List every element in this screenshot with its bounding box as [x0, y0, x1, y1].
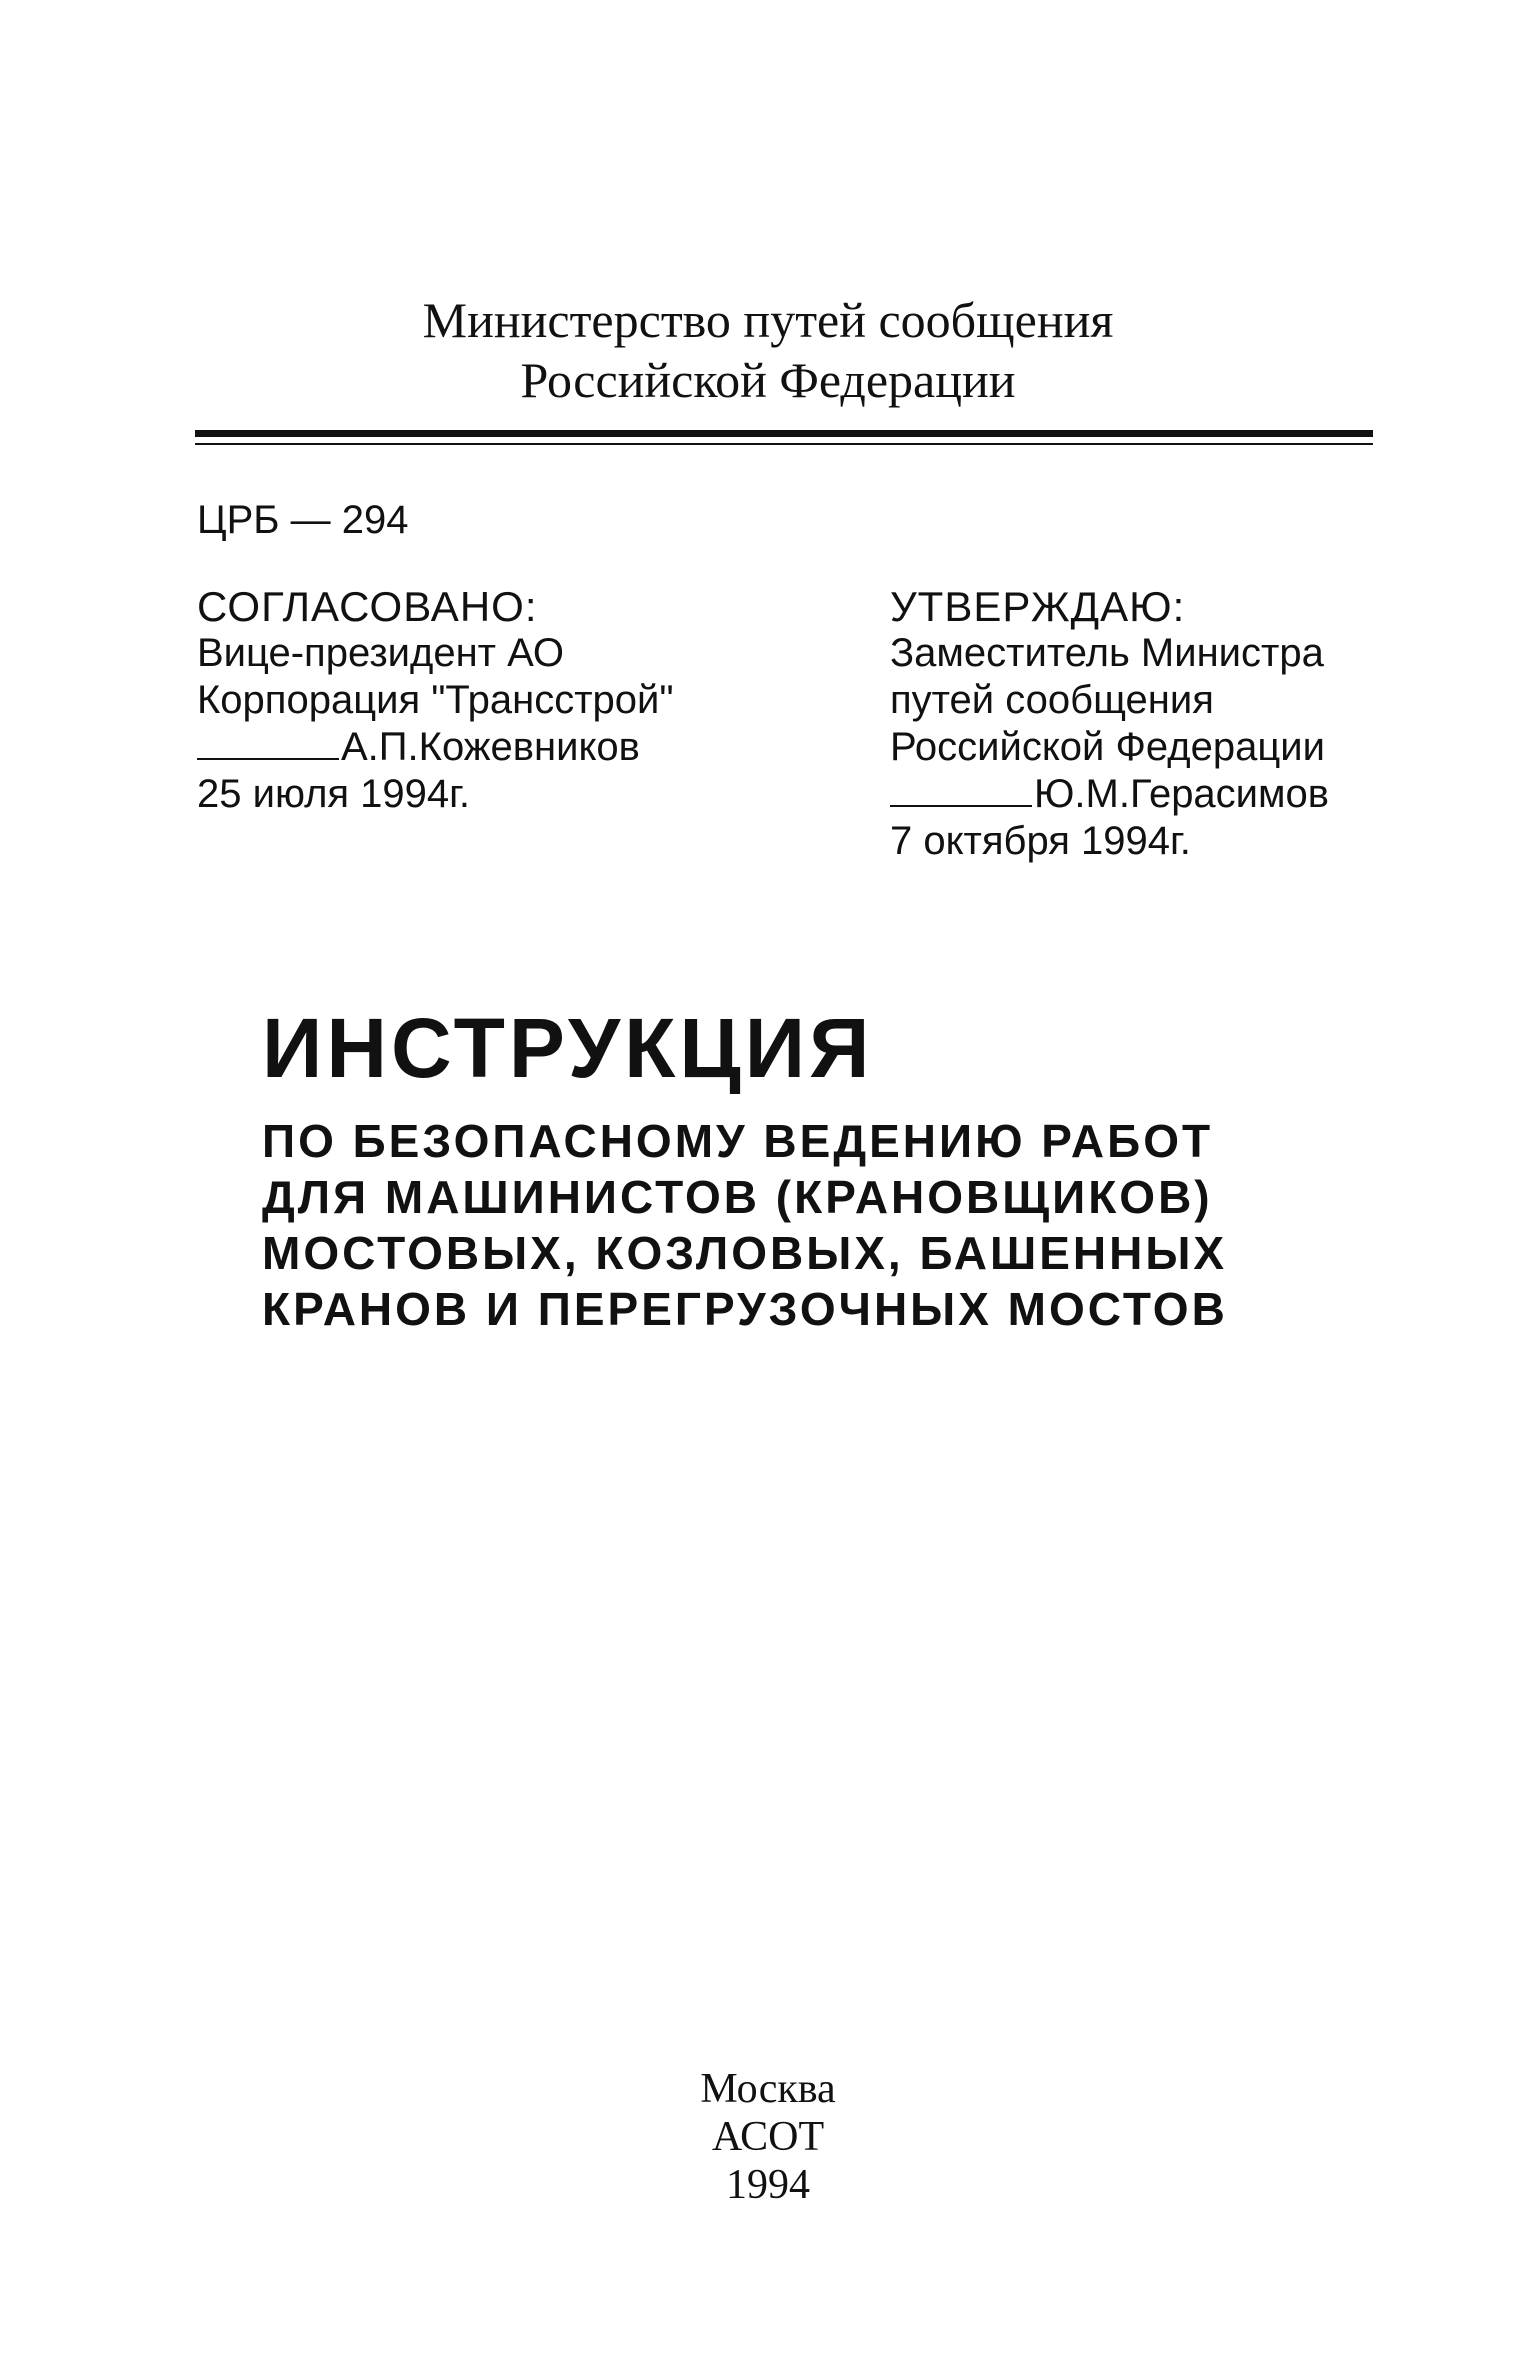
publication-imprint — [0, 2065, 1536, 2209]
signature-line — [890, 773, 1032, 807]
header-divider-thin — [195, 443, 1373, 445]
ministry-name-line1: Министерство путей сообщения — [422, 292, 1114, 348]
signature-line — [197, 726, 339, 760]
agreed-signatory: А.П.Кожевников — [341, 725, 640, 769]
approved-signatory: Ю.М.Герасимов — [1034, 772, 1330, 816]
document-subtitle — [262, 1113, 1228, 1337]
header-divider-thick — [195, 430, 1373, 437]
approved-signature-row — [890, 771, 1329, 818]
approved-heading: УТВЕРЖДАЮ: — [890, 583, 1186, 630]
document-title: ИНСТРУКЦИЯ — [262, 1001, 874, 1095]
agreed-heading: СОГЛАСОВАНО: — [197, 583, 538, 630]
agreed-organization: Корпорация "Трансстрой" — [197, 678, 674, 722]
approval-agreed-block — [197, 583, 674, 818]
ministry-header — [0, 290, 1536, 410]
agreed-position: Вице-президент АО — [197, 631, 565, 675]
subtitle-line: МОСТОВЫХ, КОЗЛОВЫХ, БАШЕННЫХ — [262, 1227, 1228, 1279]
imprint-year: 1994 — [726, 2162, 810, 2208]
approved-position: Заместитель Министра — [890, 631, 1324, 675]
ministry-name-line2: Российской Федерации — [520, 352, 1016, 408]
imprint-city: Москва — [700, 2066, 836, 2112]
subtitle-line: ДЛЯ МАШИНИСТОВ (КРАНОВЩИКОВ) — [262, 1171, 1213, 1223]
agreed-date: 25 июля 1994г. — [197, 772, 470, 816]
imprint-publisher: АСОТ — [711, 2114, 825, 2160]
approval-approved-block — [890, 583, 1329, 865]
document-code: ЦРБ — 294 — [197, 498, 409, 542]
approved-organization-line2: Российской Федерации — [890, 725, 1325, 769]
subtitle-line: КРАНОВ И ПЕРЕГРУЗОЧНЫХ МОСТОВ — [262, 1283, 1228, 1335]
approved-date: 7 октября 1994г. — [890, 819, 1191, 863]
approved-organization-line1: путей сообщения — [890, 678, 1214, 722]
agreed-signature-row — [197, 724, 674, 771]
subtitle-line: ПО БЕЗОПАСНОМУ ВЕДЕНИЮ РАБОТ — [262, 1115, 1214, 1167]
